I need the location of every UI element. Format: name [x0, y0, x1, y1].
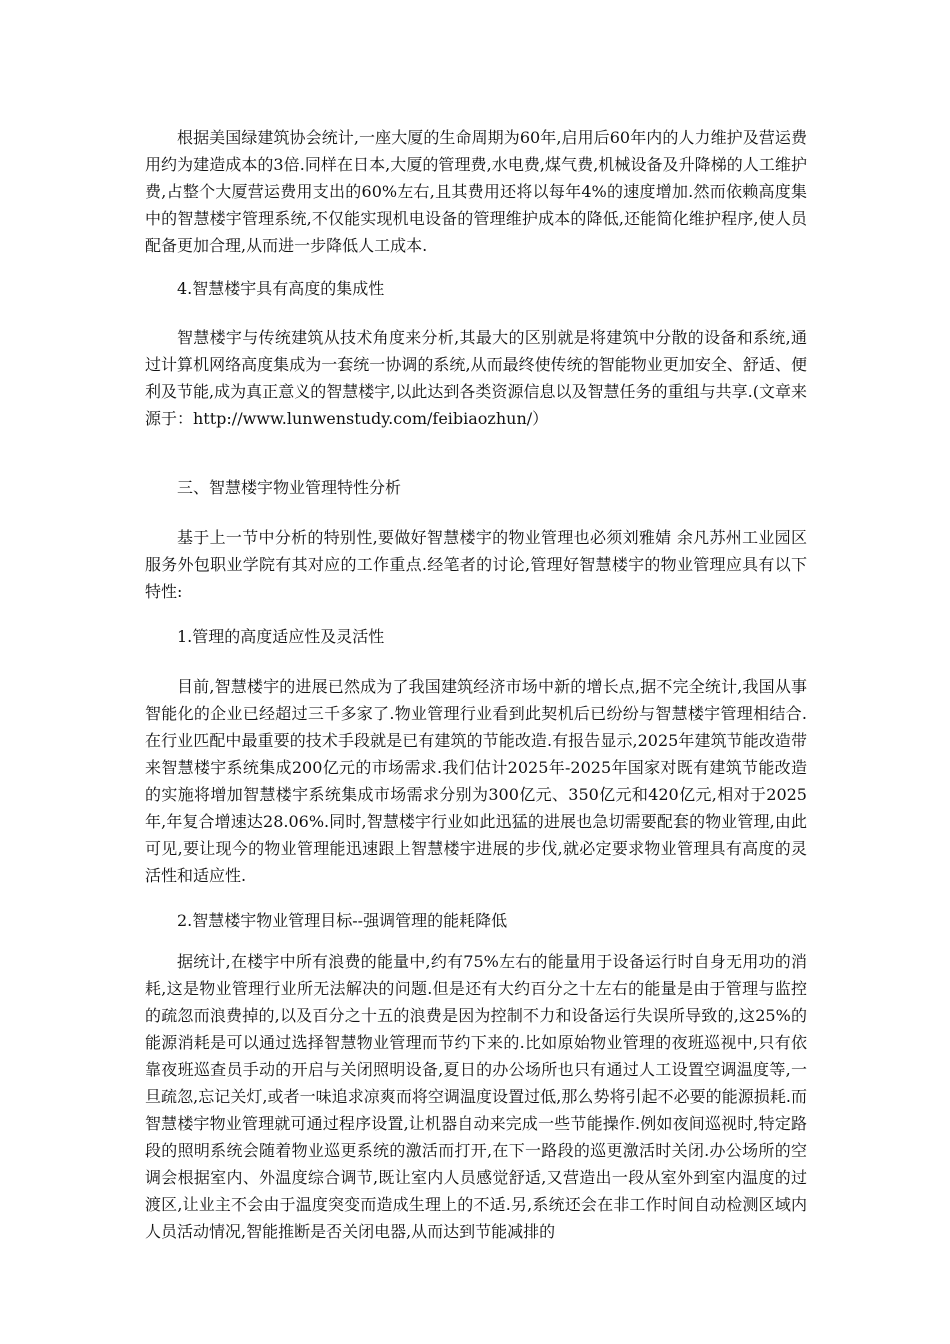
- paragraph-adaptability: 目前,智慧楼宇的进展已然成为了我国建筑经济市场中新的增长点,据不完全统计,我国从事智能化的企业已经超过三千多家了.物业管理行业看到此契机后已纷纷与智慧楼宇管理相结合.在行业匹配中最重要的技术手段就是已有建筑的节能改造.有报告显示,2025年建筑节能改造带来智慧楼宇系统集成200亿元的市场需求.我们估计2025年-2025年国家对既有建筑节能改造的实施将增加智慧楼宇系统集成市场需求分别为300亿元、350亿元和420亿元,相对于2025年,年复合增速达28.06%.同时,智慧楼宇行业如此迅猛的进展也急切需要配套的物业管理,由此可见,要让现今的物业管理能迅速跟上智慧楼宇进展的步伐,就必定要求物业管理具有高度的灵活性和适应性.: [145, 677, 807, 885]
- paragraph-section-intro: 基于上一节中分析的特别性,要做好智慧楼宇的物业管理也必须刘雅婧 余凡苏州工业园区服务外包职业学院有其对应的工作重点.经笔者的讨论,管理好智慧楼宇的物业管理应具有以下特性:: [145, 528, 807, 601]
- heading-adaptability: 1.管理的高度适应性及灵活性: [177, 627, 385, 646]
- heading-energy-reduction: 2.智慧楼宇物业管理目标--强调管理的能耗降低: [177, 911, 508, 930]
- paragraph-energy-reduction: 据统计,在楼宇中所有浪费的能量中,约有75%左右的能量用于设备运行时自身无用功的消耗,这是物业管理行业所无法解决的问题.但是还有大约百分之十左右的能量是由于管理与监控的疏忽而浪费掉的,以及百分之十五的浪费是因为控制不力和设备运行失误所导致的,这25%的能源消耗是可以通过选择智慧物业管理而节约下来的.比如原始物业管理的夜班巡视中,只有依靠夜班巡查员手动的开启与关闭照明设备,夏日的办公场所也只有通过人工设置空调温度等,一旦疏忽,忘记关灯,或者一味追求凉爽而将空调温度设置过低,那么势将引起不必要的能源损耗.而智慧楼宇物业管理就可通过程序设置,让机器自动来完成一些节能操作.例如夜间巡视时,特定路段的照明系统会随着物业巡更系统的激活而打开,在下一路段的巡更激活时关闭.办公场所的空调会根据室内、外温度综合调节,既让室内人员感觉舒适,又营造出一段从室外到室内温度的过渡区,让业主不会由于温度突变而造成生理上的不适.另,系统还会在非工作时间自动检测区域内人员活动情况,智能推断是否关闭电器,从而达到节能减排的: [145, 952, 807, 1241]
- section-heading-property-management: 三、智慧楼宇物业管理特性分析: [177, 478, 402, 497]
- paragraph-operating-cost: 根据美国绿建筑协会统计,一座大厦的生命周期为60年,启用后60年内的人力维护及营运费用约为建造成本的3倍.同样在日本,大厦的管理费,水电费,煤气费,机械设备及升降梯的人工维护费,占整个大厦营运费用支出的60%左右,且其费用还将以每年4%的速度增加.然而依赖高度集中的智慧楼宇管理系统,不仅能实现机电设备的管理维护成本的降低,还能简化维护程序,使人员配备更加合理,从而进一步降低人工成本.: [145, 128, 807, 255]
- paragraph-integration: 智慧楼宇与传统建筑从技术角度来分析,其最大的区别就是将建筑中分散的设备和系统,通过计算机网络高度集成为一套统一协调的系统,从而最终使传统的智能物业更加安全、舒适、便利及节能,成为真正意义的智慧楼宇,以此达到各类资源信息以及智慧任务的重组与共享.(文章来源于：http://www.lunwenstudy.com/feibiaozhun/）: [145, 328, 807, 428]
- heading-integration: 4.智慧楼宇具有高度的集成性: [177, 279, 385, 298]
